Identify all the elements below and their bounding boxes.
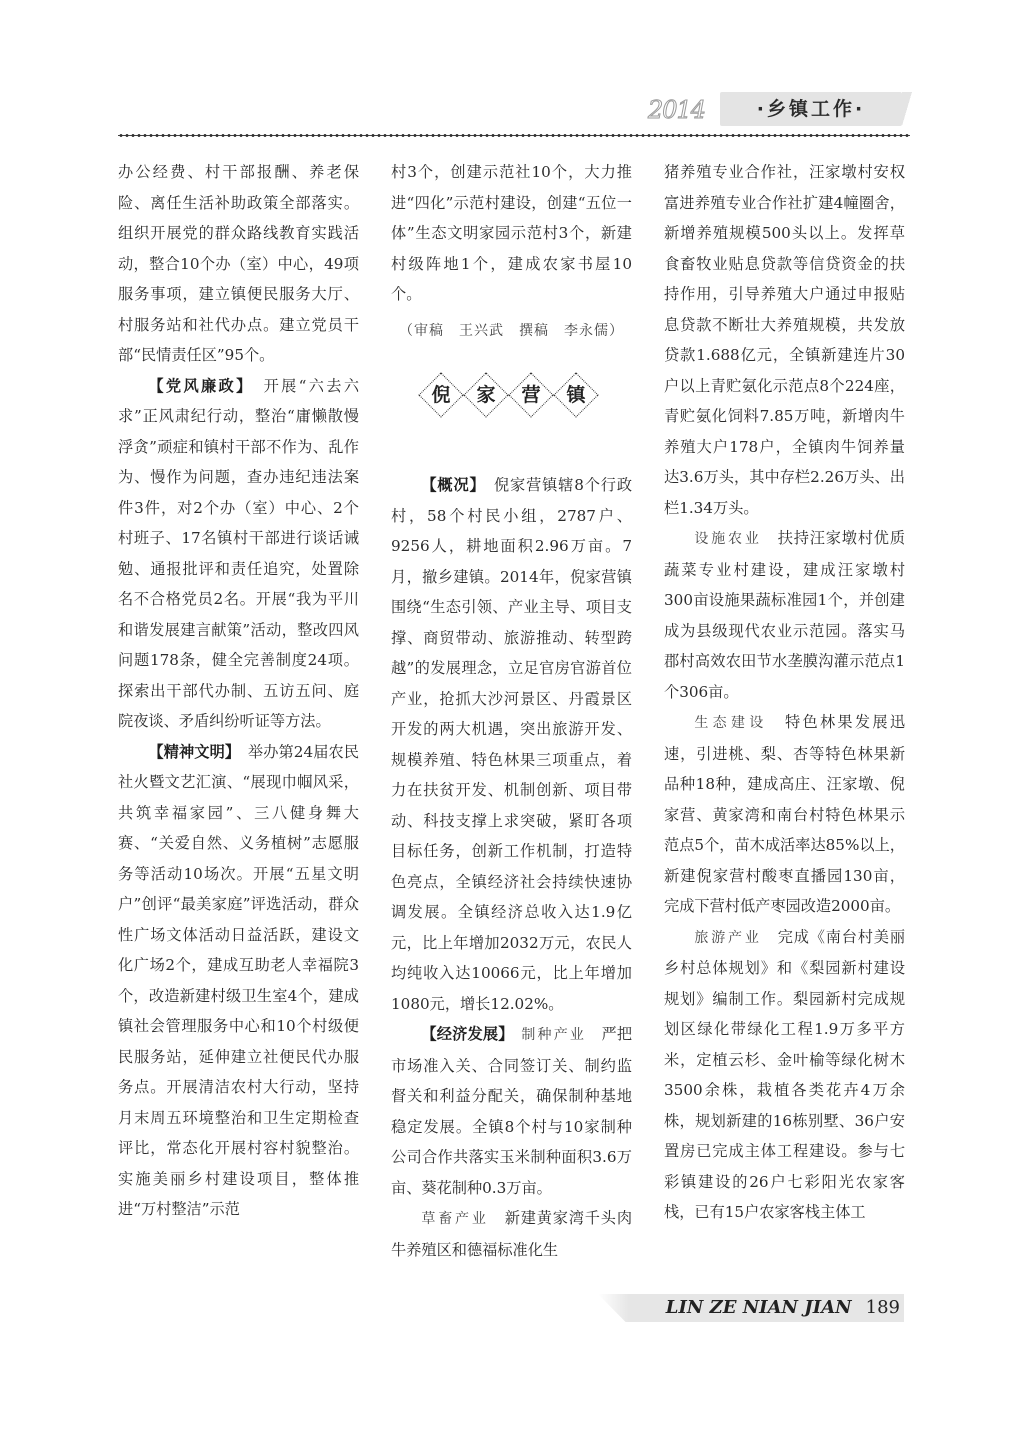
paragraph [391,1019,632,1203]
title-char: 营 [521,384,541,406]
journal-name: LIN ZE NIAN JIAN [665,1297,852,1318]
paragraph [118,737,359,1225]
title-diamond [511,375,551,415]
paragraph-text: 扶持汪家墩村优质蔬菜专业村建设，建成汪家墩村300亩设施果蔬标准园1个，并创建成为县级现代农业示范园。落实马郡村高效农田节水垄膜沟灌示范点1个306亩。 [664,529,905,701]
paragraph-text: 倪家营镇辖8个行政村，58个村民小组，2787户、9256人，耕地面积2.96万亩。7月，撤乡建镇。2014年，倪家营镇围绕“生态引领、产业主导、项目支撑、商贸带动、旅游推动、转型跨越”的发展理念，立足官房官游首位产业，抢抓大沙河景区、丹霞景区开发的两大机遇，突出旅游开发、规模养殖、特色林果三项重点，着力在扶贫开发、机制创新、项目带动、科技支撑上求突破，紧盯各项目标任务，创新工作机制，打造特色亮点，全镇经济社会持续快速协调发展。全镇经济总收入达1.9亿元，比上年增加2032万元，农民人均纯收入达10066元，比上年增加1080元，增长12.02%。 [391,476,632,1013]
town-title [391,366,632,432]
subheading: 设施农业 [694,531,762,547]
paragraph-text: 举办第24届农民社火暨文艺汇演、“展现巾帼风采，共筑幸福家园”、三八健身舞大赛、“关爱自然、义务植树”志愿服务等活动10场次。开展“五星文明户”创评“最美家庭”评选活动，群众性广场文体活动日益活跃，建设文化广场2个，建成互助老人幸福院3个，改造新建村级卫生室4个，建成镇社会管理服务中心和10个村级便民服务站，延伸建立社便民代办服务点。开展清洁农村大行动，坚持月末周五环境整治和卫生定期检查评比，常态化开展村容村貌整治。实施美丽乡村建设项目，整体推进“万村整洁”示范 [118,742,359,1218]
column-2 [391,157,632,1272]
section-heading: 【经济发展】 [421,1025,506,1043]
paragraph [664,922,905,1228]
paragraph [391,1203,632,1265]
title-diamond [421,375,461,415]
section-tab-corner [902,92,912,126]
paragraph: 办公经费、村干部报酬、养老保险、离任生活补助政策全部落实。组织开展党的群众路线教育实践活动，整合10个办（室）中心，49项服务事项，建立镇便民服务大厅、村服务站和社代办点。建立党员干部“民情责任区”95个。 [118,163,359,364]
paragraph: 村3个，创建示范社10个，大力推进“四化”示范村建设，创建“五位一体”生态文明家园示范村3个，新建村级阵地1个，建成农家书屋10个。 [391,163,632,303]
page-footer [640,1294,900,1322]
column-1 [118,157,359,1272]
subheading: 制种产业 [521,1027,587,1043]
paragraph-text: 特色林果发展迅速，引进桃、梨、杏等特色林果新品种18种，建成高庄、汪家墩、倪家营、黄家湾和南台村特色林果示范点5个，苗木成活率达85%以上，新建倪家营村酸枣直播园130亩，完成下营村低产枣园改造2000亩。 [664,713,905,915]
section-heading: 【概况】 [421,476,478,494]
paragraph-text: 完成《南台村美丽乡村总体规划》和《梨园新村建设规划》编制工作。梨园新村完成规划区绿化带绿化工程1.9万多平方米，定植云杉、金叶榆等绿化树木3500余株，栽植各类花卉4万余株，规划新建的16栋别墅、36户安置房已完成主体工程建设。参与七彩镇建设的26户七彩阳光农家客栈，已有15户农家客栈主体工 [664,927,905,1221]
section-header: ·乡镇工作· [720,92,902,126]
section-heading: 【精神文明】 [148,742,233,761]
subheading: 生态建设 [694,715,768,731]
section-heading: 【党风廉政】 [148,376,247,395]
subheading: 草畜产业 [421,1211,489,1227]
paragraph [664,707,905,922]
header-rule [118,133,910,138]
paragraph-text: 严把市场准入关、合同签订关、制约监督关和利益分配关，确保制种基地稳定发展。全镇8个村与10家制种公司合作共落实玉米制种面积3.6万亩、葵花制种0.3万亩。 [391,1025,632,1197]
title-char: 倪 [431,384,451,406]
paragraph-text: 新建黄家湾千头肉牛养殖区和德福标准化生 [391,1209,632,1259]
paragraph [664,523,905,707]
paragraph: 猪养殖专业合作社，汪家墩村安权富进养殖专业合作社扩建4幢圈舍，新增养殖规模500头以上。发挥草食畜牧业贴息贷款等信贷资金的扶持作用，引导养殖大户通过申报贴息贷款不断壮大养殖规模，共发放贷款1.688亿元，全镇新建连片30户以上青贮氨化示范点8个224座，青贮氨化饲料7.85万吨，新增肉牛养殖大户178户，全镇肉牛饲养量达3.6万头，其中存栏2.26万头、出栏1.34万头。 [664,163,905,517]
title-diamond [466,375,506,415]
paragraph [118,371,359,737]
title-diamond [556,375,596,415]
subheading: 旅游产业 [694,929,762,946]
page-number: 189 [865,1297,900,1318]
paragraph [391,470,632,1019]
title-char: 家 [476,384,496,406]
title-char: 镇 [566,384,586,406]
editor-credit: （审稿 王兴武 撰稿 李永儒） [399,322,624,339]
paragraph-text: 开展“六去六求”正风肃纪行动，整治“庸懒散慢浮贪”顽症和镇村干部不作为、乱作为、慢作为问题，查办违纪违法案件3件，对2个办（室）中心、2个村班子、17名镇村干部进行谈话诫勉、通报批评和责任追究，处置除名不合格党员2名。开展“我为平川和谐发展建言献策”活动，整改四风问题178条，健全完善制度24项。探索出干部代办制、五访五问、庭院夜谈、矛盾纠纷听证等方法。 [118,376,359,730]
year-watermark: 2014 [648,96,706,124]
column-3 [664,157,905,1272]
